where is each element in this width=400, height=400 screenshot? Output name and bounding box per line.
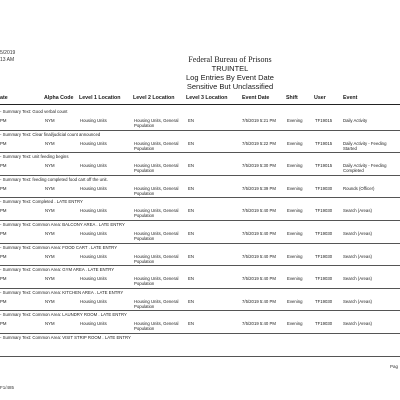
cell-event: Search (Areas) bbox=[343, 276, 372, 282]
column-header-date: ate bbox=[0, 95, 8, 101]
cell-time: PM bbox=[0, 298, 7, 304]
cell-event-date: 7/5/2019 5:30 PM bbox=[242, 163, 276, 169]
cell-level1: Housing Units bbox=[80, 230, 107, 236]
column-header-level1: Level 1 Location bbox=[79, 95, 121, 101]
print-date: 5/2019 bbox=[0, 50, 16, 56]
log-table-body bbox=[0, 108, 400, 357]
page-number: Pag bbox=[390, 364, 399, 369]
cell-user: TF19030 bbox=[315, 321, 333, 327]
cell-event-date: 7/5/2019 5:39 PM bbox=[242, 185, 276, 191]
report-header bbox=[140, 55, 320, 91]
cell-user: TF19015 bbox=[315, 163, 333, 169]
cell-alpha-code: NYM bbox=[45, 140, 55, 146]
cell-time: PM bbox=[0, 140, 7, 146]
footer-id: F1/485 bbox=[0, 385, 15, 390]
cell-level2: Housing Units, General bbox=[134, 321, 179, 327]
cell-level3: EN bbox=[188, 230, 194, 236]
summary-text: - Summary Text: Clear final/judicial count announced bbox=[0, 131, 101, 137]
column-header-level3: Level 3 Location bbox=[186, 95, 228, 101]
cell-user: TF19015 bbox=[315, 118, 333, 123]
cell-level2-line2: Population bbox=[134, 303, 155, 309]
cell-user: TF19030 bbox=[315, 298, 333, 304]
cell-alpha-code: NYM bbox=[45, 253, 55, 259]
classification-label: Sensitive But Unclassified bbox=[186, 82, 274, 91]
cell-shift: Evening bbox=[287, 276, 303, 282]
table-row bbox=[0, 108, 400, 131]
cell-event-date: 7/5/2019 5:40 PM bbox=[242, 230, 276, 236]
cell-level1: Housing Units bbox=[80, 298, 107, 304]
table-row bbox=[0, 311, 400, 334]
cell-level2-line2: Population bbox=[134, 281, 155, 287]
cell-alpha-code: NYM bbox=[45, 276, 55, 282]
table-row bbox=[0, 266, 400, 289]
summary-text: - Summary Text: Common Area: BALCONY AREA . LATE ENTRY bbox=[0, 221, 125, 227]
column-header-event-date: Event Date bbox=[242, 95, 270, 101]
summary-text: - Summary Text: unit feeding begins bbox=[0, 154, 69, 160]
cell-level1: Housing Units bbox=[80, 185, 107, 191]
cell-level3: EN bbox=[188, 185, 194, 191]
cell-alpha-code: NYM bbox=[45, 208, 55, 214]
cell-level1: Housing Units bbox=[80, 163, 107, 169]
summary-text: - Summary Text: Common Area: GYM AREA . LATE ENTRY bbox=[0, 267, 115, 273]
cell-time: PM bbox=[0, 230, 7, 236]
cell-shift: Evening bbox=[287, 253, 303, 259]
report-title: Log Entries By Event Date bbox=[186, 73, 274, 82]
table-row bbox=[0, 198, 400, 221]
cell-shift: Evening bbox=[287, 321, 303, 327]
cell-level3: EN bbox=[188, 118, 194, 123]
cell-event-date: 7/5/2019 5:40 PM bbox=[242, 208, 276, 214]
cell-shift: Evening bbox=[287, 298, 303, 304]
cell-user: TF19030 bbox=[315, 230, 333, 236]
summary-text: - Summary Text: Common Area: VISIT STRIP ROOM . LATE ENTRY bbox=[0, 334, 131, 340]
cell-level1: Housing Units bbox=[80, 140, 107, 146]
org-name: Federal Bureau of Prisons bbox=[188, 55, 272, 64]
cell-time: PM bbox=[0, 276, 7, 282]
cell-event: Daily Activity bbox=[343, 118, 368, 123]
cell-shift: Evening bbox=[287, 230, 303, 236]
table-row bbox=[0, 131, 400, 154]
cell-event-date: 7/5/2019 5:40 PM bbox=[242, 298, 276, 304]
cell-shift: Evening bbox=[287, 208, 303, 214]
cell-level2: Housing Units, General bbox=[134, 253, 179, 259]
cell-level2: Housing Units, General bbox=[134, 185, 179, 191]
cell-level2: Housing Units, General bbox=[134, 208, 179, 214]
cell-shift: Evening bbox=[287, 163, 303, 169]
cell-alpha-code: NYM bbox=[45, 163, 55, 169]
column-header-row bbox=[0, 95, 400, 105]
column-header-shift: Shift bbox=[286, 95, 298, 101]
table-row bbox=[0, 153, 400, 176]
cell-level2-line2: Population bbox=[134, 168, 155, 174]
cell-user: TF19030 bbox=[315, 276, 333, 282]
cell-event: Search (Areas) bbox=[343, 253, 372, 259]
cell-time: PM bbox=[0, 321, 7, 327]
summary-text: - Summary Text: Common Area: KITCHEN AREA . LATE ENTRY bbox=[0, 289, 124, 295]
print-time: 13 AM bbox=[0, 57, 15, 63]
summary-text: - Summary Text: Good verbal count bbox=[0, 109, 68, 114]
cell-level3: EN bbox=[188, 276, 194, 282]
cell-level1: Housing Units bbox=[80, 321, 107, 327]
cell-user: TF19030 bbox=[315, 185, 333, 191]
column-header-user: User bbox=[314, 95, 326, 101]
cell-level3: EN bbox=[188, 208, 194, 214]
table-row bbox=[0, 334, 400, 357]
system-name: TRUINTEL bbox=[211, 64, 249, 73]
cell-level1: Housing Units bbox=[80, 253, 107, 259]
cell-level2: Housing Units, General bbox=[134, 118, 179, 123]
cell-level2: Housing Units, General bbox=[134, 140, 179, 146]
cell-user: TF19030 bbox=[315, 253, 333, 259]
cell-level2-line2: Population bbox=[134, 123, 155, 128]
table-row bbox=[0, 176, 400, 199]
cell-user: TF19030 bbox=[315, 208, 333, 214]
cell-level2-line2: Population bbox=[134, 326, 155, 332]
cell-time: PM bbox=[0, 208, 7, 214]
cell-event-date: 7/5/2019 5:22 PM bbox=[242, 140, 276, 146]
table-row bbox=[0, 221, 400, 244]
cell-level3: EN bbox=[188, 298, 194, 304]
cell-level1: Housing Units bbox=[80, 118, 107, 123]
cell-alpha-code: NYM bbox=[45, 118, 55, 123]
cell-level2: Housing Units, General bbox=[134, 230, 179, 236]
table-row bbox=[0, 244, 400, 267]
cell-event-date: 7/5/2019 5:40 PM bbox=[242, 276, 276, 282]
cell-time: PM bbox=[0, 185, 7, 191]
cell-event: Search (Areas) bbox=[343, 321, 372, 327]
cell-shift: Evening bbox=[287, 118, 303, 123]
cell-time: PM bbox=[0, 253, 7, 259]
column-header-alpha-code: Alpha Code bbox=[44, 95, 74, 101]
cell-event: Rounds (Officer) bbox=[343, 185, 375, 191]
cell-level3: EN bbox=[188, 140, 194, 146]
cell-level3: EN bbox=[188, 163, 194, 169]
cell-level3: EN bbox=[188, 321, 194, 327]
cell-event: Search (Areas) bbox=[343, 230, 372, 236]
cell-time: PM bbox=[0, 118, 7, 123]
cell-event-date: 7/5/2019 5:40 PM bbox=[242, 253, 276, 259]
summary-text: - Summary Text: Completed . LATE ENTRY bbox=[0, 199, 83, 205]
cell-level1: Housing Units bbox=[80, 208, 107, 214]
cell-event: Daily Activity - Feeding bbox=[343, 163, 387, 169]
cell-alpha-code: NYM bbox=[45, 185, 55, 191]
cell-event-date: 7/5/2019 5:40 PM bbox=[242, 321, 276, 327]
cell-alpha-code: NYM bbox=[45, 321, 55, 327]
cell-shift: Evening bbox=[287, 140, 303, 146]
summary-text: - Summary Text: Common Area: LAUNDRY ROOM . LATE ENTRY bbox=[0, 312, 127, 318]
cell-level2-line2: Population bbox=[134, 145, 155, 151]
cell-event: Search (Areas) bbox=[343, 298, 372, 304]
cell-level2: Housing Units, General bbox=[134, 298, 179, 304]
cell-event-line2: Completed bbox=[343, 168, 364, 174]
summary-text: - Summary Text: Common Area: FOOD CART . LATE ENTRY bbox=[0, 244, 118, 250]
cell-alpha-code: NYM bbox=[45, 230, 55, 236]
cell-shift: Evening bbox=[287, 185, 303, 191]
cell-level2-line2: Population bbox=[134, 235, 155, 241]
cell-level2-line2: Population bbox=[134, 190, 155, 196]
cell-time: PM bbox=[0, 163, 7, 169]
cell-level2: Housing Units, General bbox=[134, 276, 179, 282]
cell-event: Daily Activity - Feeding bbox=[343, 140, 387, 146]
cell-event-date: 7/5/2019 5:21 PM bbox=[242, 118, 276, 123]
column-header-level2: Level 2 Location bbox=[133, 95, 175, 101]
cell-level2: Housing Units, General bbox=[134, 163, 179, 169]
cell-level1: Housing Units bbox=[80, 276, 107, 282]
summary-text: - Summary Text: feeding completed food cart off the unit. bbox=[0, 176, 108, 182]
column-header-event: Event bbox=[343, 95, 358, 101]
cell-level2-line2: Population bbox=[134, 213, 155, 219]
cell-level2-line2: Population bbox=[134, 258, 155, 264]
cell-user: TF19015 bbox=[315, 140, 333, 146]
table-row bbox=[0, 289, 400, 312]
cell-level3: EN bbox=[188, 253, 194, 259]
cell-event-line2: Started bbox=[343, 145, 357, 151]
print-timestamp bbox=[0, 50, 15, 64]
cell-alpha-code: NYM bbox=[45, 298, 55, 304]
cell-event: Search (Areas) bbox=[343, 208, 372, 214]
